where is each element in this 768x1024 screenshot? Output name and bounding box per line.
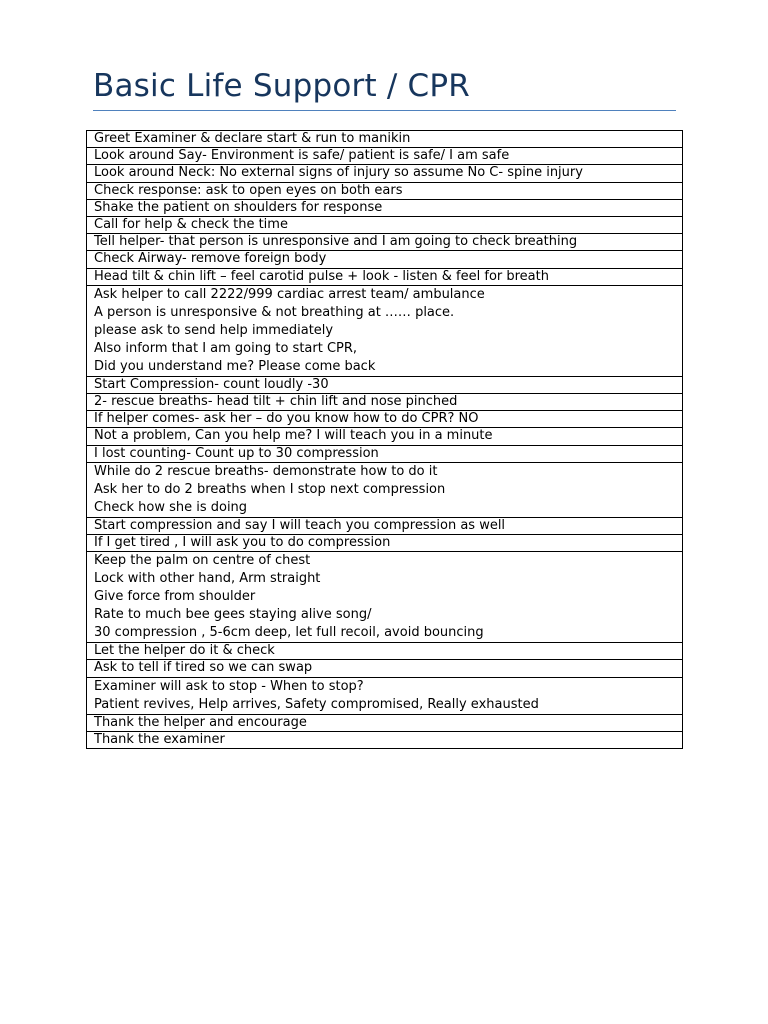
checklist-row xyxy=(87,552,683,643)
checklist-step-text: Greet Examiner & declare start & run to manikin xyxy=(94,131,411,146)
checklist-row xyxy=(87,462,683,517)
checklist-cell xyxy=(87,428,683,445)
checklist-cell xyxy=(87,677,683,714)
checklist-row xyxy=(87,660,683,677)
checklist-row xyxy=(87,217,683,234)
checklist-step-text: Start Compression- count loudly -30 xyxy=(94,376,329,392)
checklist-cell xyxy=(87,394,683,411)
checklist-cell xyxy=(87,643,683,660)
checklist-cell xyxy=(87,251,683,268)
checklist-step-text: Look around Neck: No external signs of injury so assume No C- spine injury xyxy=(94,165,583,181)
checklist-cell xyxy=(87,199,683,216)
checklist-cell xyxy=(87,182,683,199)
checklist-row xyxy=(87,411,683,428)
checklist-step-text: Thank the examiner xyxy=(94,731,225,747)
checklist-cell xyxy=(87,517,683,534)
checklist-step-text: Look around Say- Environment is safe/ patient is safe/ I am safe xyxy=(94,148,510,164)
checklist-step-text: Also inform that I am going to start CPR, xyxy=(94,340,358,356)
checklist-step-text: Did you understand me? Please come back xyxy=(94,358,376,374)
checklist-cell xyxy=(87,217,683,234)
checklist-row xyxy=(87,165,683,182)
checklist-row xyxy=(87,394,683,411)
checklist-row xyxy=(87,677,683,714)
checklist-step-text: Head tilt & chin lift – feel carotid pulse + look - listen & feel for breath xyxy=(94,268,549,284)
checklist-step-text: Ask her to do 2 breaths when I stop next compression xyxy=(94,481,446,497)
checklist-row xyxy=(87,376,683,393)
checklist-step-text: 30 compression , 5-6cm deep, let full recoil, avoid bouncing xyxy=(94,625,484,641)
checklist-body xyxy=(87,131,683,749)
checklist-row xyxy=(87,428,683,445)
checklist-step-text: Check how she is doing xyxy=(94,499,248,515)
checklist-step-text: Check Airway- remove foreign body xyxy=(94,251,327,267)
checklist-step-text: If helper comes- ask her – do you know how to do CPR? NO xyxy=(94,411,479,427)
checklist-step-text: Shake the patient on shoulders for response xyxy=(94,199,383,215)
checklist-step-text: Lock with other hand, Arm straight xyxy=(94,571,321,587)
checklist-step-text: A person is unresponsive & not breathing at …… place. xyxy=(94,304,455,320)
checklist-row xyxy=(87,131,683,148)
checklist-step-text: please ask to send help immediately xyxy=(94,322,334,338)
checklist-step-text: If I get tired , I will ask you to do compression xyxy=(94,535,391,551)
checklist-row xyxy=(87,251,683,268)
checklist-step-text: While do 2 rescue breaths- demonstrate how to do it xyxy=(94,463,438,479)
checklist-step-text: Rate to much bee gees staying alive song/ xyxy=(94,607,372,623)
checklist-cell xyxy=(87,731,683,748)
checklist-row xyxy=(87,731,683,748)
checklist-step-text: Give force from shoulder xyxy=(94,589,256,605)
checklist-step-text: Examiner will ask to stop - When to stop? xyxy=(94,678,364,694)
checklist-cell xyxy=(87,535,683,552)
checklist-row xyxy=(87,148,683,165)
checklist-row xyxy=(87,535,683,552)
checklist-row xyxy=(87,234,683,251)
checklist-step-text: Check response: ask to open eyes on both ears xyxy=(94,182,403,198)
checklist-row xyxy=(87,199,683,216)
checklist-cell xyxy=(87,376,683,393)
checklist-row xyxy=(87,285,683,376)
checklist-row xyxy=(87,182,683,199)
title-underline xyxy=(93,110,676,111)
checklist-row xyxy=(87,714,683,731)
checklist-cell xyxy=(87,165,683,182)
checklist-cell xyxy=(87,131,683,148)
checklist-cell xyxy=(87,234,683,251)
checklist-step-text: Ask helper to call 2222/999 cardiac arrest team/ ambulance xyxy=(94,286,485,302)
checklist-step-text: Tell helper- that person is unresponsive and I am going to check breathing xyxy=(94,234,578,250)
checklist-cell xyxy=(87,285,683,376)
checklist-cell xyxy=(87,148,683,165)
checklist-cell xyxy=(87,552,683,643)
checklist-row xyxy=(87,445,683,462)
checklist-step-text: I lost counting- Count up to 30 compression xyxy=(94,445,379,461)
checklist-cell xyxy=(87,462,683,517)
checklist-row xyxy=(87,517,683,534)
checklist-step-text: Let the helper do it & check xyxy=(94,643,275,659)
checklist-step-text: 2- rescue breaths- head tilt + chin lift and nose pinched xyxy=(94,394,458,410)
cpr-checklist-table xyxy=(86,130,683,749)
checklist-row xyxy=(87,643,683,660)
checklist-cell xyxy=(87,268,683,285)
checklist-step-text: Start compression and say I will teach you compression as well xyxy=(94,517,506,533)
checklist-cell xyxy=(87,411,683,428)
checklist-step-text: Not a problem, Can you help me? I will teach you in a minute xyxy=(94,428,493,444)
checklist-cell xyxy=(87,445,683,462)
checklist-step-text: Ask to tell if tired so we can swap xyxy=(94,660,313,676)
checklist-cell xyxy=(87,714,683,731)
page-title: Basic Life Support / CPR xyxy=(93,68,471,104)
checklist-step-text: Thank the helper and encourage xyxy=(94,714,307,730)
checklist-cell xyxy=(87,660,683,677)
checklist-step-text: Keep the palm on centre of chest xyxy=(94,553,311,569)
checklist-row xyxy=(87,268,683,285)
checklist-step-text: Call for help & check the time xyxy=(94,217,288,233)
checklist-step-text: Patient revives, Help arrives, Safety compromised, Really exhausted xyxy=(94,696,539,712)
